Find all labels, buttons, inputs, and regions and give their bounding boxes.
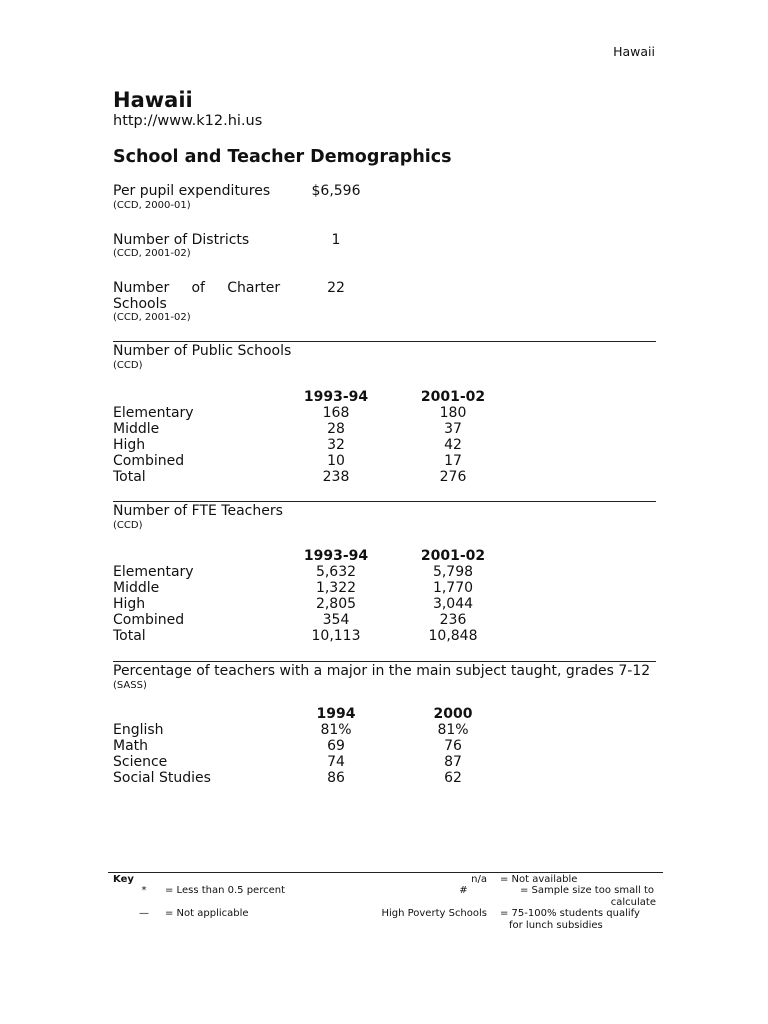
column-header: 2000 <box>433 706 473 722</box>
fte-teachers-table <box>113 548 533 644</box>
column-header: 2001-02 <box>420 389 486 405</box>
table-row <box>113 405 533 421</box>
cell-value: 86 <box>327 770 345 786</box>
cell-value: 28 <box>327 421 345 437</box>
divider <box>113 501 656 502</box>
row-label: Elementary <box>113 405 194 421</box>
row-label: Math <box>113 738 149 754</box>
public-schools-table <box>113 389 533 485</box>
divider <box>113 341 656 342</box>
row-label: Science <box>113 754 168 770</box>
table-row <box>113 453 533 469</box>
table-row <box>113 612 533 628</box>
major-pct-title: Percentage of teachers with a major in the main subject taught, grades 7-12 <box>113 663 651 679</box>
cell-value: 236 <box>439 612 467 628</box>
key-description: = Sample size too small to <box>520 885 654 896</box>
cell-value: 354 <box>322 612 350 628</box>
stat-source-districts: (CCD, 2001-02) <box>113 248 191 259</box>
stat-value-expenditures: $6,596 <box>311 183 361 199</box>
table-row <box>113 770 533 786</box>
cell-value: 81% <box>320 722 352 738</box>
stat-label-charter-line1: Number of Charter <box>113 280 281 296</box>
cell-value: 5,798 <box>432 564 474 580</box>
key-divider <box>108 872 663 873</box>
key-description: = 75-100% students qualify <box>500 908 640 919</box>
row-label: Elementary <box>113 564 194 580</box>
cell-value: 17 <box>444 453 462 469</box>
table-header <box>113 389 533 405</box>
state-url: http://www.k12.hi.us <box>113 113 263 129</box>
table-row <box>113 421 533 437</box>
cell-value: 10 <box>327 453 345 469</box>
row-label: Social Studies <box>113 770 211 786</box>
cell-value: 5,632 <box>315 564 357 580</box>
row-label: Total <box>113 469 146 485</box>
key-description: = Less than 0.5 percent <box>165 885 285 896</box>
key-description-cont: for lunch subsidies <box>509 920 603 931</box>
cell-value: 74 <box>327 754 345 770</box>
row-label: Middle <box>113 421 160 437</box>
key-symbol: High Poverty Schools <box>381 908 487 919</box>
cell-value: 10,848 <box>428 628 478 644</box>
table-row <box>113 596 533 612</box>
cell-value: 76 <box>444 738 462 754</box>
table-row <box>113 738 533 754</box>
row-label: High <box>113 596 146 612</box>
page-title: Hawaii <box>113 88 193 112</box>
major-pct-source: (SASS) <box>113 680 147 691</box>
major-pct-table <box>113 706 533 786</box>
cell-value: 238 <box>322 469 350 485</box>
table-row <box>113 580 533 596</box>
fte-teachers-source: (CCD) <box>113 520 143 531</box>
stat-value-districts: 1 <box>331 232 341 248</box>
cell-value: 3,044 <box>432 596 474 612</box>
stat-label-districts: Number of Districts <box>113 232 250 248</box>
table-row <box>113 628 533 644</box>
stat-source-expenditures: (CCD, 2000-01) <box>113 200 191 211</box>
cell-value: 10,113 <box>311 628 361 644</box>
cell-value: 1,770 <box>432 580 474 596</box>
column-header: 1993-94 <box>303 548 369 564</box>
key-symbol: — <box>139 908 149 919</box>
key-symbol: n/a <box>471 874 487 885</box>
table-row <box>113 722 533 738</box>
cell-value: 2,805 <box>315 596 357 612</box>
cell-value: 42 <box>444 437 462 453</box>
cell-value: 180 <box>439 405 467 421</box>
cell-value: 81% <box>437 722 469 738</box>
stat-value-charter: 22 <box>327 280 345 296</box>
table-header <box>113 706 533 722</box>
key-symbol: * <box>141 885 147 896</box>
divider <box>113 661 656 662</box>
section-title: School and Teacher Demographics <box>113 147 452 167</box>
running-header: Hawaii <box>613 44 655 59</box>
key-title: Key <box>113 874 134 885</box>
cell-value: 276 <box>439 469 467 485</box>
row-label: Middle <box>113 580 160 596</box>
table-row <box>113 437 533 453</box>
column-header: 2001-02 <box>420 548 486 564</box>
public-schools-title: Number of Public Schools <box>113 343 292 359</box>
cell-value: 69 <box>327 738 345 754</box>
table-row <box>113 564 533 580</box>
cell-value: 37 <box>444 421 462 437</box>
table-row <box>113 469 533 485</box>
cell-value: 168 <box>322 405 350 421</box>
key-description: = Not available <box>500 874 578 885</box>
key-description: = Not applicable <box>165 908 249 919</box>
cell-value: 32 <box>327 437 345 453</box>
row-label: Total <box>113 628 146 644</box>
row-label: High <box>113 437 146 453</box>
column-header: 1994 <box>316 706 356 722</box>
stat-label-charter-line2: Schools <box>113 296 167 312</box>
table-header <box>113 548 533 564</box>
stat-label-expenditures: Per pupil expenditures <box>113 183 271 199</box>
stat-source-charter: (CCD, 2001-02) <box>113 312 191 323</box>
fte-teachers-title: Number of FTE Teachers <box>113 503 283 519</box>
cell-value: 87 <box>444 754 462 770</box>
key-symbol: # <box>459 885 468 896</box>
row-label: English <box>113 722 164 738</box>
key-description-cont: calculate <box>610 897 656 908</box>
column-header: 1993-94 <box>303 389 369 405</box>
public-schools-source: (CCD) <box>113 360 143 371</box>
cell-value: 62 <box>444 770 462 786</box>
table-row <box>113 754 533 770</box>
row-label: Combined <box>113 612 185 628</box>
row-label: Combined <box>113 453 185 469</box>
cell-value: 1,322 <box>315 580 357 596</box>
